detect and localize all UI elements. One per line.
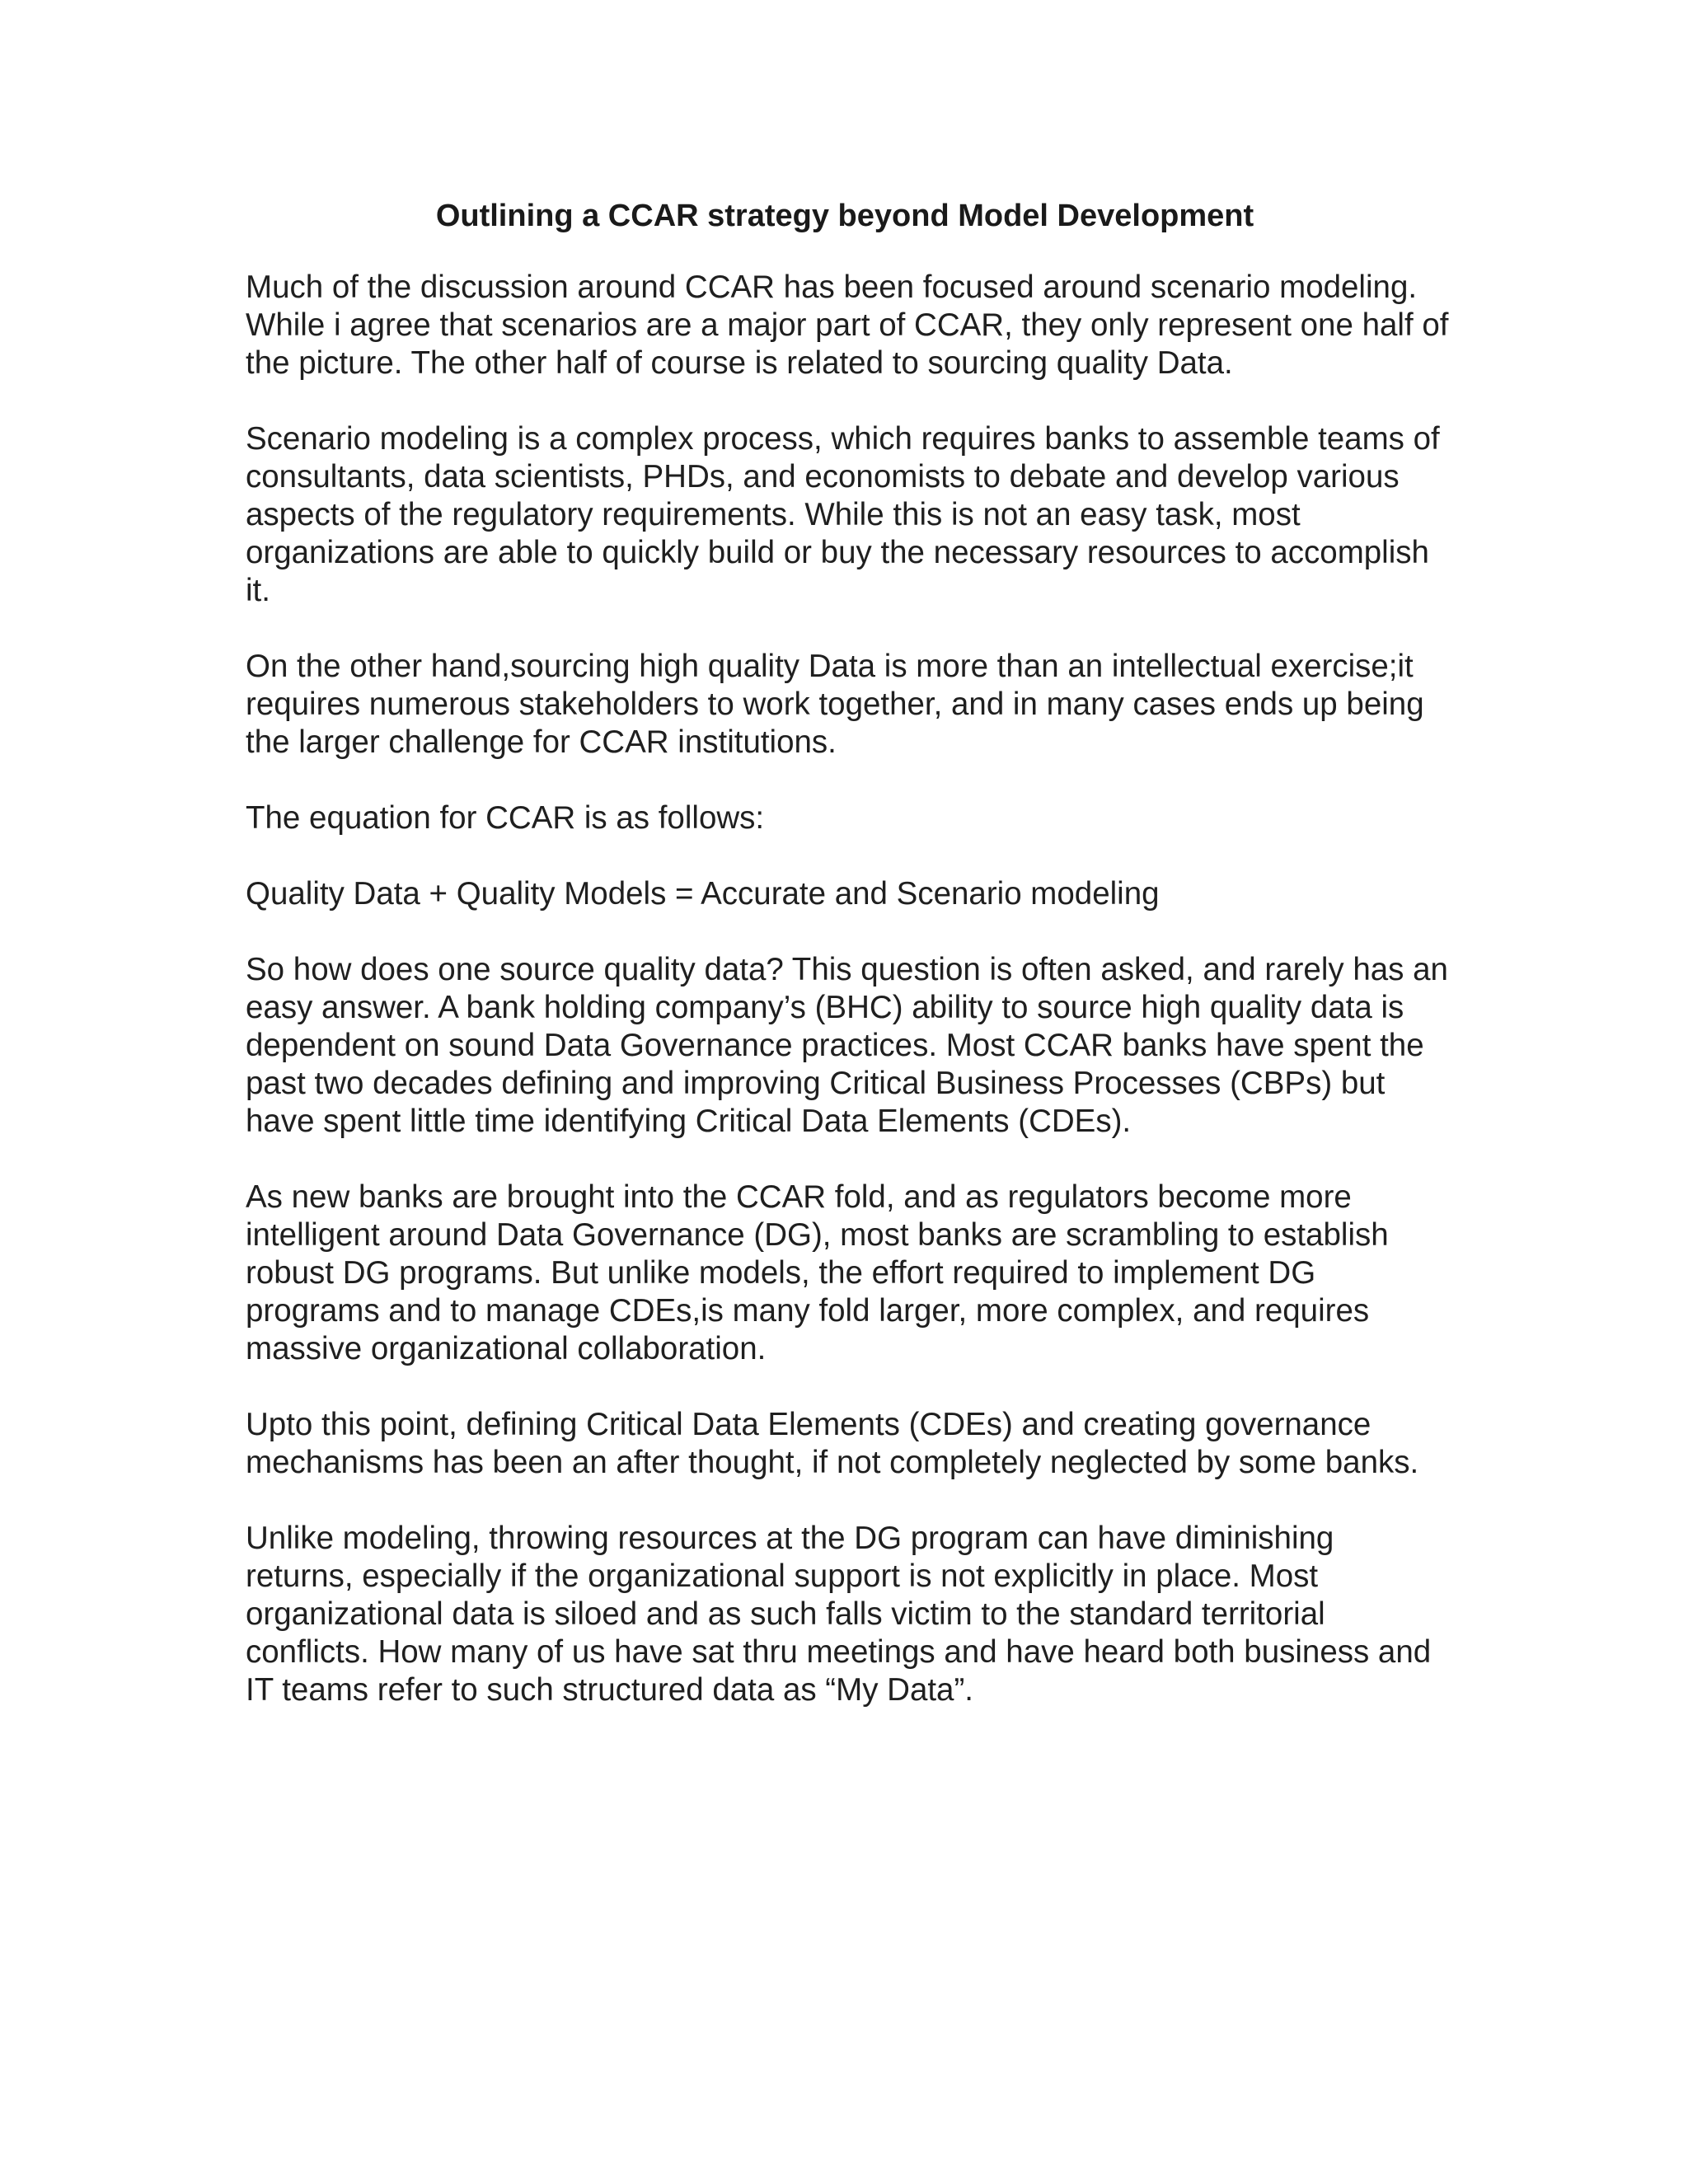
document-body: [246, 269, 1449, 1747]
paragraph-equation-intro: The equation for CCAR is as follows:: [246, 800, 765, 836]
paragraph-cde-afterthought: Upto this point, defining Critical Data Elements (CDEs) and creating governance mechanisms has been an after thought, if not completely neglected by some banks.: [246, 1407, 1419, 1480]
paragraph-source-quality-data: So how does one source quality data? This question is often asked, and rarely has an easy answer. A bank holding company’s (BHC) ability to source high quality data is dependent on sound Data Governance practices. Most CCAR banks have spent the past two decades defining and improving Critical Business Processes (CBPs) but have spent little time identifying Critical Data Elements (CDEs).: [246, 952, 1448, 1139]
paragraph-sourcing-data: On the other hand,sourcing high quality Data is more than an intellectual exercise;it requires numerous stakeholders to work together, and in many cases ends up being the larger challenge for CCAR institutions.: [246, 649, 1424, 760]
document-title: Outlining a CCAR strategy beyond Model Development: [435, 199, 1254, 233]
paragraph-equation: Quality Data + Quality Models = Accurate and Scenario modeling: [246, 876, 1160, 912]
paragraph-diminishing-returns: Unlike modeling, throwing resources at the DG program can have diminishing returns, especially if the organizational support is not explicitly in place. Most organizational data is siloed and as such falls victim to the standard territorial conflicts. How many of us have sat thru meetings and have heard both business and IT teams refer to such structured data as “My Data”.: [246, 1521, 1432, 1708]
paragraph-new-banks: As new banks are brought into the CCAR fold, and as regulators become more intelligent around Data Governance (DG), most banks are scrambling to establish robust DG programs. But unlike models, the effort required to implement DG programs and to manage CDEs,is many fold larger, more complex, and requires massive organizational collaboration.: [246, 1179, 1389, 1366]
paragraph-scenario-modeling: Scenario modeling is a complex process, which requires banks to assemble teams of consultants, data scientists, PHDs, and economists to debate and develop various aspects of the regulatory requirements. While this is not an easy task, most organizations are able to quickly build or buy the necessary resources to accomplish it.: [246, 421, 1440, 608]
paragraph-scenario-focus: Much of the discussion around CCAR has been focused around scenario modeling. While i agree that scenarios are a major part of CCAR, they only represent one half of the picture. The other half of course is related to sourcing quality Data.: [246, 269, 1449, 381]
